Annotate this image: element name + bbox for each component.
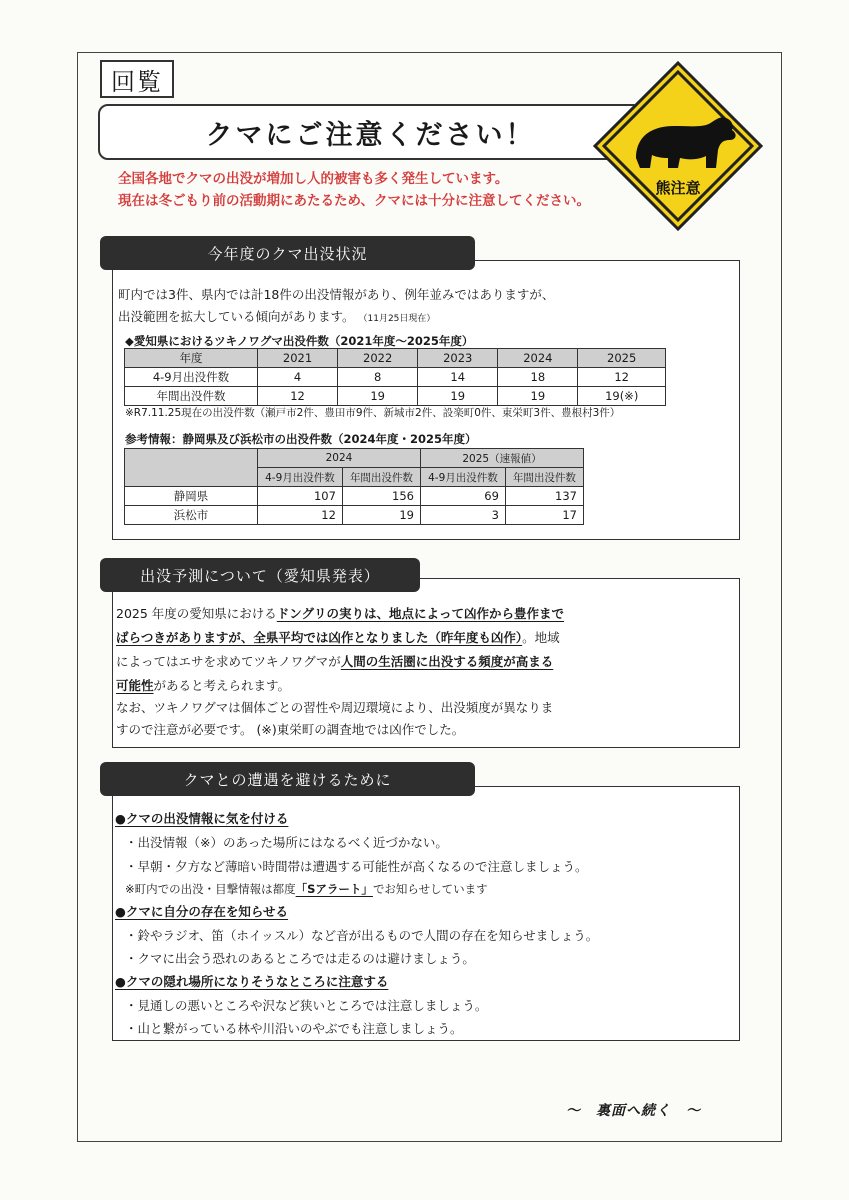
forecast-emphasis: 可能性 <box>116 678 154 693</box>
table-header-cell: 2025（速報値） <box>420 449 583 468</box>
table-header-cell: 2025 <box>578 349 666 368</box>
table-cell: 19 <box>418 387 498 406</box>
row-label: 静岡県 <box>125 487 258 506</box>
tip-heading-info: ●クマの出没情報に気を付ける <box>115 811 289 826</box>
alert-line-2: 現在は冬ごもり前の活動期にあたるため、クマには十分に注意してください。 <box>118 193 590 209</box>
forecast-line-5: なお、ツキノワグマは個体ごとの習性や周辺環境により、出没頻度が異なりま <box>116 700 554 715</box>
tip-heading-hiding: ●クマの隠れ場所になりそうなところに注意する <box>115 974 389 989</box>
forecast-emphasis: ばらつきがありますが、全県平均では凶作となりました（昨年度も凶作） <box>116 630 523 645</box>
table-cell: 137 <box>505 487 583 506</box>
row-label: 4-9月出没件数 <box>125 368 258 387</box>
table-row <box>125 487 584 506</box>
table-cell: 19 <box>342 506 420 525</box>
table-header-cell: 年間出没件数 <box>342 468 420 487</box>
forecast-text: によってはエサを求めてツキノワグマが <box>116 654 341 669</box>
table-cell: 19 <box>338 387 418 406</box>
table-cell: 69 <box>420 487 505 506</box>
tip-item: ・早朝・夕方など薄暗い時間帯は遭遇する可能性が高くなるので注意しましょう。 <box>125 859 588 874</box>
table-cell: 12 <box>258 387 338 406</box>
title-banner <box>98 104 643 160</box>
table-row <box>125 368 666 387</box>
aichi-sightings-table <box>124 348 666 406</box>
tip-item: ・鈴やラジオ、笛（ホイッスル）など音が出るもので人間の存在を知らせましょう。 <box>125 928 599 943</box>
forecast-line-3 <box>116 651 553 673</box>
table-cell: 3 <box>420 506 505 525</box>
table-header-cell: 2022 <box>338 349 418 368</box>
section-heading-forecast: 出没予測について（愛知県発表） <box>100 558 420 592</box>
forecast-emphasis: ドングリの実りは、地点によって凶作から豊作まで <box>276 606 565 621</box>
tip-item: ・山と繋がっている林や川沿いのやぶでも注意しましょう。 <box>125 1021 463 1036</box>
forecast-text: 。地域 <box>522 630 560 645</box>
section-heading-status: 今年度のクマ出没状況 <box>100 236 475 270</box>
table-header-cell: 4-9月出没件数 <box>420 468 505 487</box>
tip-heading-presence: ●クマに自分の存在を知らせる <box>115 904 289 919</box>
forecast-emphasis: 人間の生活圏に出没する頻度が高まる <box>340 654 554 669</box>
tip-item: ・出没情報（※）のあった場所にはなるべく近づかない。 <box>125 835 448 850</box>
section-heading-avoid: クマとの遭遇を避けるために <box>100 762 475 796</box>
table-header-cell: 年度 <box>125 349 258 368</box>
bear-warning-sign-icon <box>592 60 764 232</box>
table-cell: 107 <box>258 487 343 506</box>
status-intro-1: 町内では3件、県内では計18件の出没情報があり、例年並みではありますが、 <box>118 287 555 302</box>
forecast-line-1 <box>116 603 564 625</box>
table-header-row <box>125 349 666 368</box>
tip-item: ・見通しの悪いところや沢など狭いところでは注意しましょう。 <box>125 998 488 1013</box>
page-title: クマにご注意ください！ <box>205 119 536 151</box>
table-header-cell: 2023 <box>418 349 498 368</box>
continued-on-back: ～ 裏面へ続く ～ <box>566 1103 701 1119</box>
table-cell: 18 <box>498 368 578 387</box>
table-header-cell: 2024 <box>258 449 421 468</box>
note-text: でお知らせしています <box>372 882 488 896</box>
table-cell: 12 <box>258 506 343 525</box>
table-cell: 4 <box>258 368 338 387</box>
table-cell: 156 <box>342 487 420 506</box>
table-header-cell: 4-9月出没件数 <box>258 468 343 487</box>
row-label: 年間出没件数 <box>125 387 258 406</box>
table1-title: ◆愛知県におけるツキノワグマ出没件数（2021年度～2025年度） <box>125 334 474 348</box>
sign-label: 熊注意 <box>655 179 701 197</box>
table-header-row <box>125 449 584 468</box>
table2-title: 参考情報：静岡県及び浜松市の出没件数（2024年度・2025年度） <box>125 432 477 446</box>
alert-line-1: 全国各地でクマの出没が増加し人的被害も多く発生しています。 <box>118 171 509 187</box>
table-cell: 19 <box>498 387 578 406</box>
table-cell: 17 <box>505 506 583 525</box>
table-row <box>125 506 584 525</box>
table-cell: 12 <box>578 368 666 387</box>
forecast-line-6: すので注意が必要です。 (※)東栄町の調査地では凶作でした。 <box>116 722 465 737</box>
table-cell: 19(※) <box>578 387 666 406</box>
table-header-cell <box>125 449 258 487</box>
forecast-line-2 <box>116 627 560 649</box>
table-header-cell: 2024 <box>498 349 578 368</box>
table-header-cell: 年間出没件数 <box>505 468 583 487</box>
forecast-line-4 <box>116 675 290 697</box>
circulation-stamp: 回覧 <box>100 60 174 98</box>
shizuoka-sightings-table <box>124 448 584 525</box>
status-intro-2-text: 出没範囲を拡大している傾向があります。 <box>118 309 355 324</box>
table1-footnote: ※R7.11.25現在の出没件数（瀬戸市2件、豊田市9件、新城市2件、設楽町0件、東栄町3件、豊根村3件） <box>125 407 621 419</box>
forecast-text: 2025 年度の愛知県における <box>116 606 277 621</box>
table-cell: 8 <box>338 368 418 387</box>
salert-note <box>125 878 488 900</box>
status-intro-2 <box>118 306 435 330</box>
salert-name: 「Sアラート」 <box>295 882 373 896</box>
note-text: ※町内での出没・目撃情報は都度 <box>125 882 296 896</box>
forecast-text: があると考えられます。 <box>153 678 291 693</box>
table-header-cell: 2021 <box>258 349 338 368</box>
alert-message <box>118 168 590 212</box>
tip-item: ・クマに出会う恐れのあるところでは走るのは避けましょう。 <box>125 951 475 966</box>
row-label: 浜松市 <box>125 506 258 525</box>
status-date-note: （11月25日現在） <box>358 314 436 324</box>
table-cell: 14 <box>418 368 498 387</box>
